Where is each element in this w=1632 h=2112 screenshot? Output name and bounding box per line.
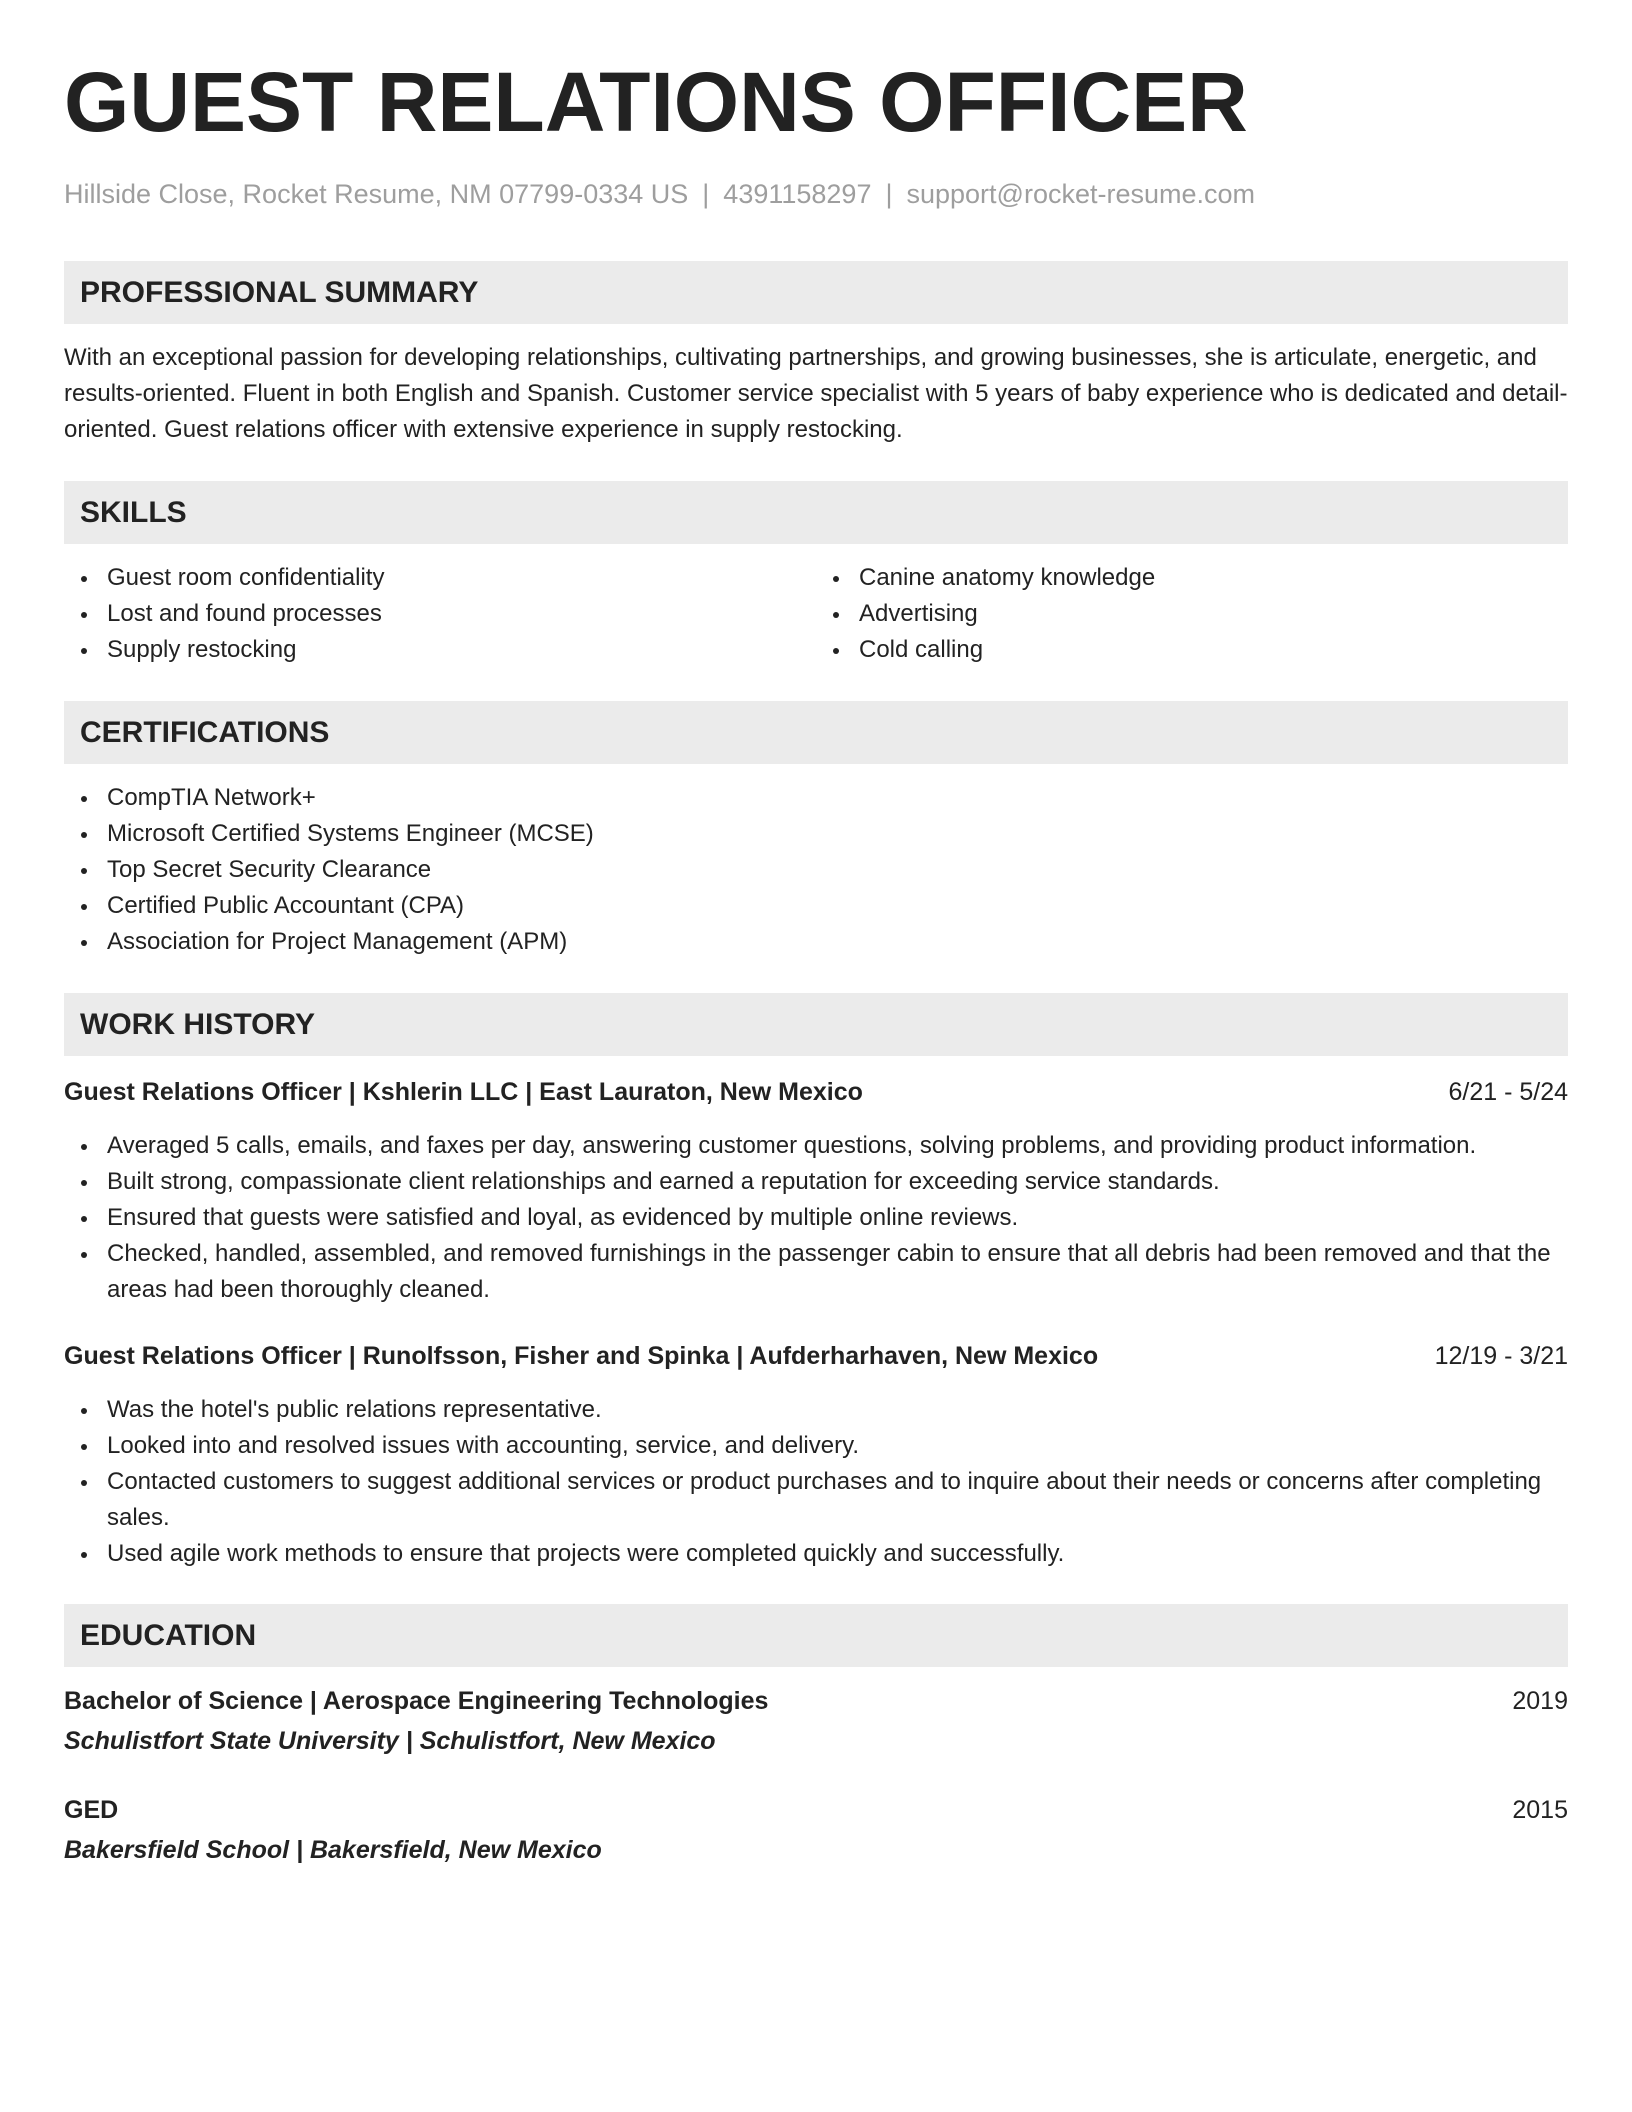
certification-item: Association for Project Management (APM) bbox=[64, 924, 1568, 960]
education-school: Schulistfort State University | Schulistfort, New Mexico bbox=[64, 1727, 716, 1755]
job-bullets bbox=[64, 1128, 1568, 1308]
education-entry bbox=[64, 1683, 1568, 1759]
job-bullet: Contacted customers to suggest additional services or product purchases and to inquire about their needs or concerns after completing sales. bbox=[64, 1464, 1568, 1536]
job-entry bbox=[64, 1338, 1568, 1572]
skills-column-right bbox=[816, 560, 1568, 668]
certification-item: Certified Public Accountant (CPA) bbox=[64, 888, 1568, 924]
job-bullet: Ensured that guests were satisfied and loyal, as evidenced by multiple online reviews. bbox=[64, 1200, 1568, 1236]
education-school: Bakersfield School | Bakersfield, New Mexico bbox=[64, 1836, 602, 1864]
job-title: Guest Relations Officer | Kshlerin LLC | East Lauraton, New Mexico bbox=[64, 1078, 863, 1106]
work-history-heading: WORK HISTORY bbox=[64, 993, 1568, 1056]
skill-item: Guest room confidentiality bbox=[64, 560, 816, 596]
contact-separator: | bbox=[702, 179, 710, 209]
certifications-heading: CERTIFICATIONS bbox=[64, 701, 1568, 764]
summary-text: With an exceptional passion for developing relationships, cultivating partnerships, and growing businesses, she is articulate, energetic, and results-oriented. Fluent in both English and Spanish. Customer service specialist with 5 years of baby experience who is dedicated and detail-oriented. Guest relations officer with extensive experience in supply restocking. bbox=[64, 344, 1568, 443]
job-bullet: Checked, handled, assembled, and removed furnishings in the passenger cabin to ensure that all debris had been removed and that the areas had been thoroughly cleaned. bbox=[64, 1236, 1568, 1308]
skill-item: Canine anatomy knowledge bbox=[816, 560, 1568, 596]
job-bullet: Was the hotel's public relations representative. bbox=[64, 1392, 1568, 1428]
contact-separator: | bbox=[885, 179, 893, 209]
summary-heading: PROFESSIONAL SUMMARY bbox=[64, 261, 1568, 324]
contact-line bbox=[64, 178, 1568, 210]
job-dates: 6/21 - 5/24 bbox=[1448, 1078, 1568, 1106]
education-year: 2015 bbox=[1512, 1796, 1568, 1824]
job-bullets bbox=[64, 1392, 1568, 1572]
job-title: Guest Relations Officer | Runolfsson, Fisher and Spinka | Aufderharhaven, New Mexico bbox=[64, 1342, 1099, 1370]
job-dates: 12/19 - 3/21 bbox=[1434, 1342, 1568, 1370]
certification-item: Microsoft Certified Systems Engineer (MCSE) bbox=[64, 816, 1568, 852]
job-bullet: Averaged 5 calls, emails, and faxes per day, answering customer questions, solving problems, and providing product information. bbox=[64, 1128, 1568, 1164]
contact-address: Hillside Close, Rocket Resume, NM 07799-0334 US bbox=[64, 179, 689, 209]
education-year: 2019 bbox=[1512, 1687, 1568, 1715]
job-entry bbox=[64, 1074, 1568, 1308]
education-header bbox=[64, 1792, 1568, 1828]
job-header bbox=[64, 1074, 1568, 1110]
skill-item: Advertising bbox=[816, 596, 1568, 632]
job-bullet: Looked into and resolved issues with accounting, service, and delivery. bbox=[64, 1428, 1568, 1464]
skills-column-left bbox=[64, 560, 816, 668]
certifications-list bbox=[64, 780, 1568, 960]
certification-item: Top Secret Security Clearance bbox=[64, 852, 1568, 888]
job-bullet: Used agile work methods to ensure that projects were completed quickly and successfully. bbox=[64, 1536, 1568, 1572]
skill-item: Cold calling bbox=[816, 632, 1568, 668]
education-entry bbox=[64, 1792, 1568, 1868]
job-bullet: Built strong, compassionate client relationships and earned a reputation for exceeding service standards. bbox=[64, 1164, 1568, 1200]
resume-title: GUEST RELATIONS OFFICER bbox=[64, 55, 1248, 149]
contact-phone: 4391158297 bbox=[723, 179, 872, 209]
skill-item: Lost and found processes bbox=[64, 596, 816, 632]
skills-heading: SKILLS bbox=[64, 481, 1568, 544]
contact-email: support@rocket-resume.com bbox=[906, 179, 1256, 209]
certification-item: CompTIA Network+ bbox=[64, 780, 1568, 816]
education-heading: EDUCATION bbox=[64, 1604, 1568, 1667]
job-header bbox=[64, 1338, 1568, 1374]
skills-list bbox=[64, 560, 1568, 668]
education-degree: Bachelor of Science | Aerospace Engineering Technologies bbox=[64, 1687, 769, 1715]
skill-item: Supply restocking bbox=[64, 632, 816, 668]
education-degree: GED bbox=[64, 1796, 119, 1824]
education-header bbox=[64, 1683, 1568, 1719]
